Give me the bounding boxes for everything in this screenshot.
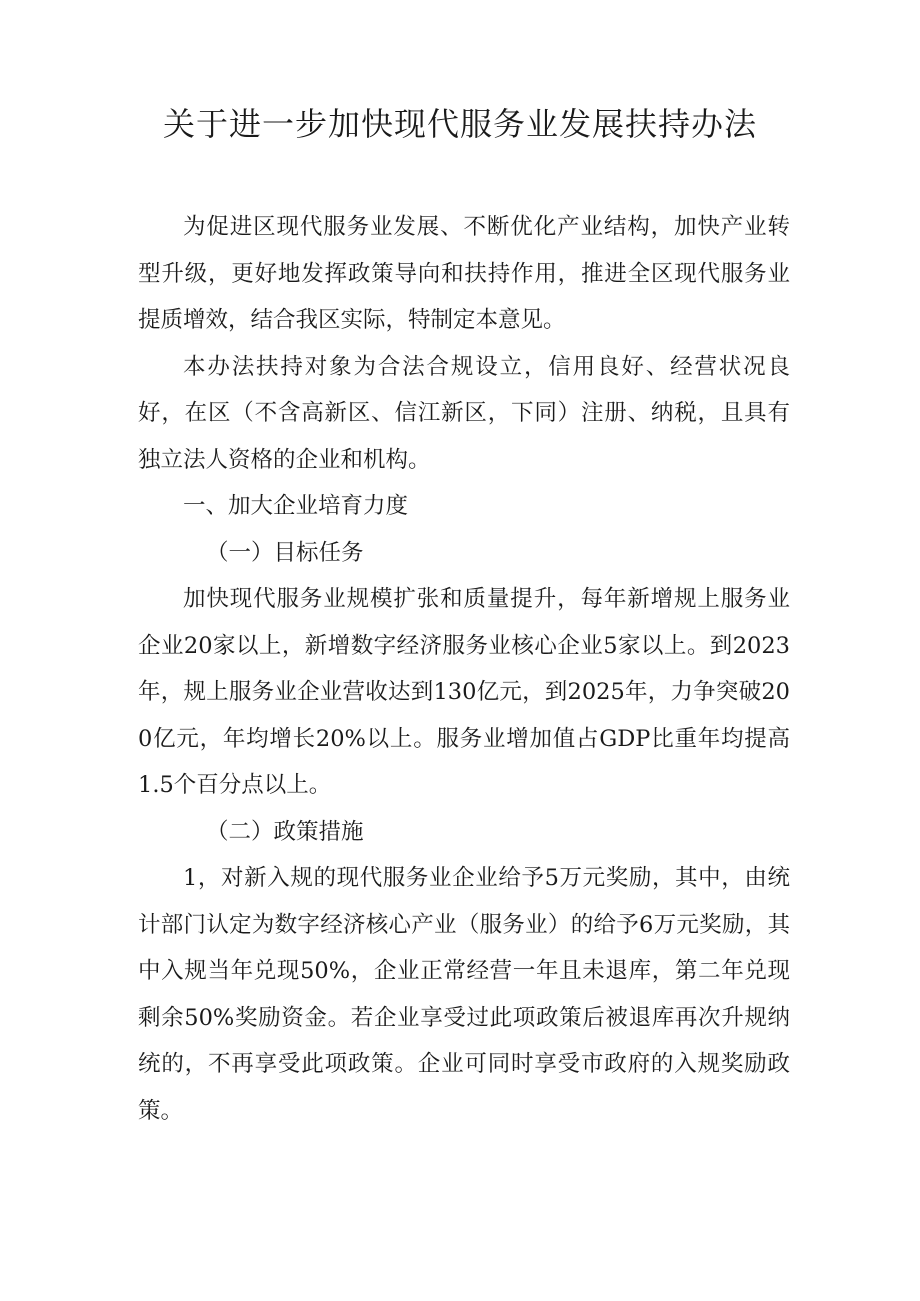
subsection-heading-measures: （二）政策措施 <box>206 818 364 845</box>
document-body <box>138 204 790 1134</box>
goals-paragraph: 加快现代服务业规模扩张和质量提升，每年新增规上服务业企业20家以上，新增数字经济服务业核心企业5家以上。到2023年，规上服务业企业营收达到130亿元，到2025年，力争突破200亿元，年均增长20%以上。服务业增加值占GDP比重年均提高1.5个百分点以上。 <box>138 586 790 798</box>
intro-paragraph: 为促进区现代服务业发展、不断优化产业结构，加快产业转型升级，更好地发挥政策导向和扶持作用，推进全区现代服务业提质增效，结合我区实际，特制定本意见。 <box>138 214 790 333</box>
document-title: 关于进一步加快现代服务业发展扶持办法 <box>162 105 757 143</box>
section-heading: 一、加大企业培育力度 <box>183 493 409 519</box>
subsection-heading-goals: （一）目标任务 <box>206 539 364 566</box>
scope-paragraph: 本办法扶持对象为合法合规设立，信用良好、经营状况良好，在区（不含高新区、信江新区，下同）注册、纳税，且具有独立法人资格的企业和机构。 <box>138 353 790 473</box>
measures-paragraph: 1，对新入规的现代服务业企业给予5万元奖励，其中，由统计部门认定为数字经济核心产业（服务业）的给予6万元奖励，其中入规当年兑现50%，企业正常经营一年且未退库，第二年兑现剩余50%奖励资金。若企业享受过此项政策后被退库再次升规纳统的，不再享受此项政策。企业可同时享受市政府的入规奖励政策。 <box>138 865 790 1124</box>
